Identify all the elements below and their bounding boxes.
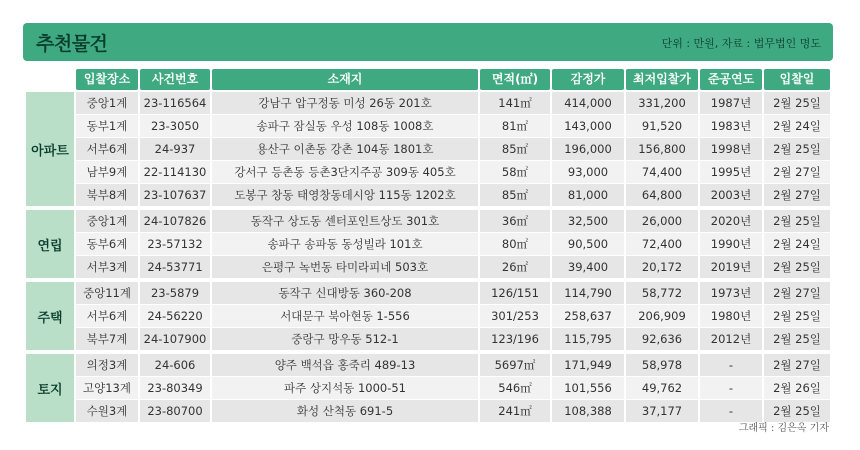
minimum-bid-cell: 91,520 [626,115,698,137]
bid-date-cell: 2월 26일 [764,377,830,399]
minimum-bid-cell: 58,772 [626,282,698,304]
completion-year-cell: 1983년 [700,115,762,137]
unit-source-note: 단위 : 만원, 자료 : 법무법인 명도 [661,37,821,50]
address-cell: 강남구 압구정동 미성 26동 201호 [212,92,478,114]
auction-court-cell: 서부6계 [76,305,138,327]
completion-year-cell: 2012년 [700,328,762,350]
minimum-bid-cell: 49,762 [626,377,698,399]
case-number-cell: 24-937 [140,138,210,160]
table-row [76,328,830,350]
case-number-cell: 23-116564 [140,92,210,114]
table-row [76,184,830,206]
minimum-bid-cell: 26,000 [626,210,698,232]
address-cell: 송파구 송파동 동성빌라 101호 [212,233,478,255]
graphic-credit: 그래픽 : 김은옥 기자 [738,423,829,434]
appraisal-price-cell: 414,000 [552,92,624,114]
table-row [76,210,830,232]
column-header: 입찰장소 [76,69,138,90]
auction-court-cell: 수원3계 [76,400,138,422]
area-cell: 81㎡ [480,115,550,137]
column-header: 감정가 [552,69,624,90]
area-cell: 26㎡ [480,256,550,278]
case-number-cell: 24-606 [140,354,210,376]
address-cell: 강서구 등촌동 등촌3단지주공 309동 405호 [212,161,478,183]
case-number-cell: 23-57132 [140,233,210,255]
address-cell: 중랑구 망우동 512-1 [212,328,478,350]
table-row [76,138,830,160]
address-cell: 동작구 상도동 센터포인트상도 301호 [212,210,478,232]
column-header: 면적(㎡) [480,69,550,90]
table-row [76,161,830,183]
completion-year-cell: 1990년 [700,233,762,255]
case-number-cell: 22-114130 [140,161,210,183]
column-header: 입찰일 [764,69,830,90]
table-row [76,92,830,114]
table-row [76,115,830,137]
table-row [76,400,830,422]
area-cell: 301/253 [480,305,550,327]
category-label: 연립 [26,210,74,278]
bid-date-cell: 2월 25일 [764,256,830,278]
appraisal-price-cell: 93,000 [552,161,624,183]
completion-year-cell: 1980년 [700,305,762,327]
case-number-cell: 23-5879 [140,282,210,304]
appraisal-price-cell: 143,000 [552,115,624,137]
category-label: 토지 [26,354,74,422]
appraisal-price-cell: 258,637 [552,305,624,327]
appraisal-price-cell: 101,556 [552,377,624,399]
table-row [76,256,830,278]
address-cell: 양주 백석읍 홍죽리 489-13 [212,354,478,376]
case-number-cell: 23-3050 [140,115,210,137]
bid-date-cell: 2월 27일 [764,354,830,376]
bid-date-cell: 2월 24일 [764,115,830,137]
case-number-cell: 24-107900 [140,328,210,350]
appraisal-price-cell: 171,949 [552,354,624,376]
appraisal-price-cell: 196,000 [552,138,624,160]
completion-year-cell: 2003년 [700,184,762,206]
minimum-bid-cell: 156,800 [626,138,698,160]
appraisal-price-cell: 39,400 [552,256,624,278]
address-cell: 용산구 이촌동 강촌 104동 1801호 [212,138,478,160]
table-row [76,354,830,376]
area-cell: 123/196 [480,328,550,350]
bid-date-cell: 2월 24일 [764,233,830,255]
table-row [76,305,830,327]
bid-date-cell: 2월 25일 [764,92,830,114]
area-cell: 85㎡ [480,138,550,160]
title-bar [23,23,833,61]
area-cell: 80㎡ [480,233,550,255]
completion-year-cell: 1995년 [700,161,762,183]
auction-court-cell: 중앙11계 [76,282,138,304]
completion-year-cell: - [700,400,762,422]
address-cell: 도봉구 창동 태영창동데시앙 115동 1202호 [212,184,478,206]
appraisal-price-cell: 81,000 [552,184,624,206]
minimum-bid-cell: 64,800 [626,184,698,206]
address-cell: 서대문구 북아현동 1-556 [212,305,478,327]
bid-date-cell: 2월 27일 [764,184,830,206]
minimum-bid-cell: 20,172 [626,256,698,278]
bid-date-cell: 2월 27일 [764,161,830,183]
minimum-bid-cell: 37,177 [626,400,698,422]
area-cell: 85㎡ [480,184,550,206]
address-cell: 화성 산척동 691-5 [212,400,478,422]
column-header: 사건번호 [140,69,210,90]
completion-year-cell: 1998년 [700,138,762,160]
table-row [76,282,830,304]
case-number-cell: 23-107637 [140,184,210,206]
completion-year-cell: - [700,377,762,399]
minimum-bid-cell: 92,636 [626,328,698,350]
auction-court-cell: 남부9계 [76,161,138,183]
minimum-bid-cell: 74,400 [626,161,698,183]
auction-court-cell: 동부6계 [76,233,138,255]
bid-date-cell: 2월 25일 [764,305,830,327]
bid-date-cell: 2월 25일 [764,400,830,422]
column-header: 소재지 [212,69,478,90]
category-label: 주택 [26,282,74,350]
auction-court-cell: 북부8계 [76,184,138,206]
area-cell: 141㎡ [480,92,550,114]
column-header: 최저입찰가 [626,69,698,90]
area-cell: 241㎡ [480,400,550,422]
appraisal-price-cell: 90,500 [552,233,624,255]
auction-court-cell: 동부1계 [76,115,138,137]
completion-year-cell: 2020년 [700,210,762,232]
case-number-cell: 24-107826 [140,210,210,232]
area-cell: 5697㎡ [480,354,550,376]
case-number-cell: 24-53771 [140,256,210,278]
auction-court-cell: 고양13계 [76,377,138,399]
completion-year-cell: 1973년 [700,282,762,304]
table-row [76,233,830,255]
completion-year-cell: 2019년 [700,256,762,278]
address-cell: 동작구 신대방동 360-208 [212,282,478,304]
bid-date-cell: 2월 25일 [764,210,830,232]
minimum-bid-cell: 72,400 [626,233,698,255]
bid-date-cell: 2월 25일 [764,138,830,160]
table-header [26,69,830,90]
auction-court-cell: 중앙1계 [76,210,138,232]
table-row [76,377,830,399]
case-number-cell: 23-80349 [140,377,210,399]
completion-year-cell: 1987년 [700,92,762,114]
minimum-bid-cell: 206,909 [626,305,698,327]
auction-court-cell: 중앙1계 [76,92,138,114]
appraisal-price-cell: 115,795 [552,328,624,350]
page-title: 추천물건 [36,33,108,55]
area-cell: 58㎡ [480,161,550,183]
appraisal-price-cell: 114,790 [552,282,624,304]
auction-court-cell: 서부3계 [76,256,138,278]
completion-year-cell: - [700,354,762,376]
address-cell: 은평구 녹번동 타미라피네 503호 [212,256,478,278]
minimum-bid-cell: 58,978 [626,354,698,376]
case-number-cell: 24-56220 [140,305,210,327]
appraisal-price-cell: 32,500 [552,210,624,232]
bid-date-cell: 2월 25일 [764,328,830,350]
auction-court-cell: 의정3계 [76,354,138,376]
address-cell: 파주 상지석동 1000-51 [212,377,478,399]
category-label: 아파트 [26,92,74,206]
address-cell: 송파구 잠실동 우성 108동 1008호 [212,115,478,137]
case-number-cell: 23-80700 [140,400,210,422]
auction-court-cell: 북부7계 [76,328,138,350]
area-cell: 126/151 [480,282,550,304]
auction-court-cell: 서부6계 [76,138,138,160]
bid-date-cell: 2월 27일 [764,282,830,304]
column-header: 준공연도 [700,69,762,90]
area-cell: 36㎡ [480,210,550,232]
area-cell: 546㎡ [480,377,550,399]
minimum-bid-cell: 331,200 [626,92,698,114]
appraisal-price-cell: 108,388 [552,400,624,422]
